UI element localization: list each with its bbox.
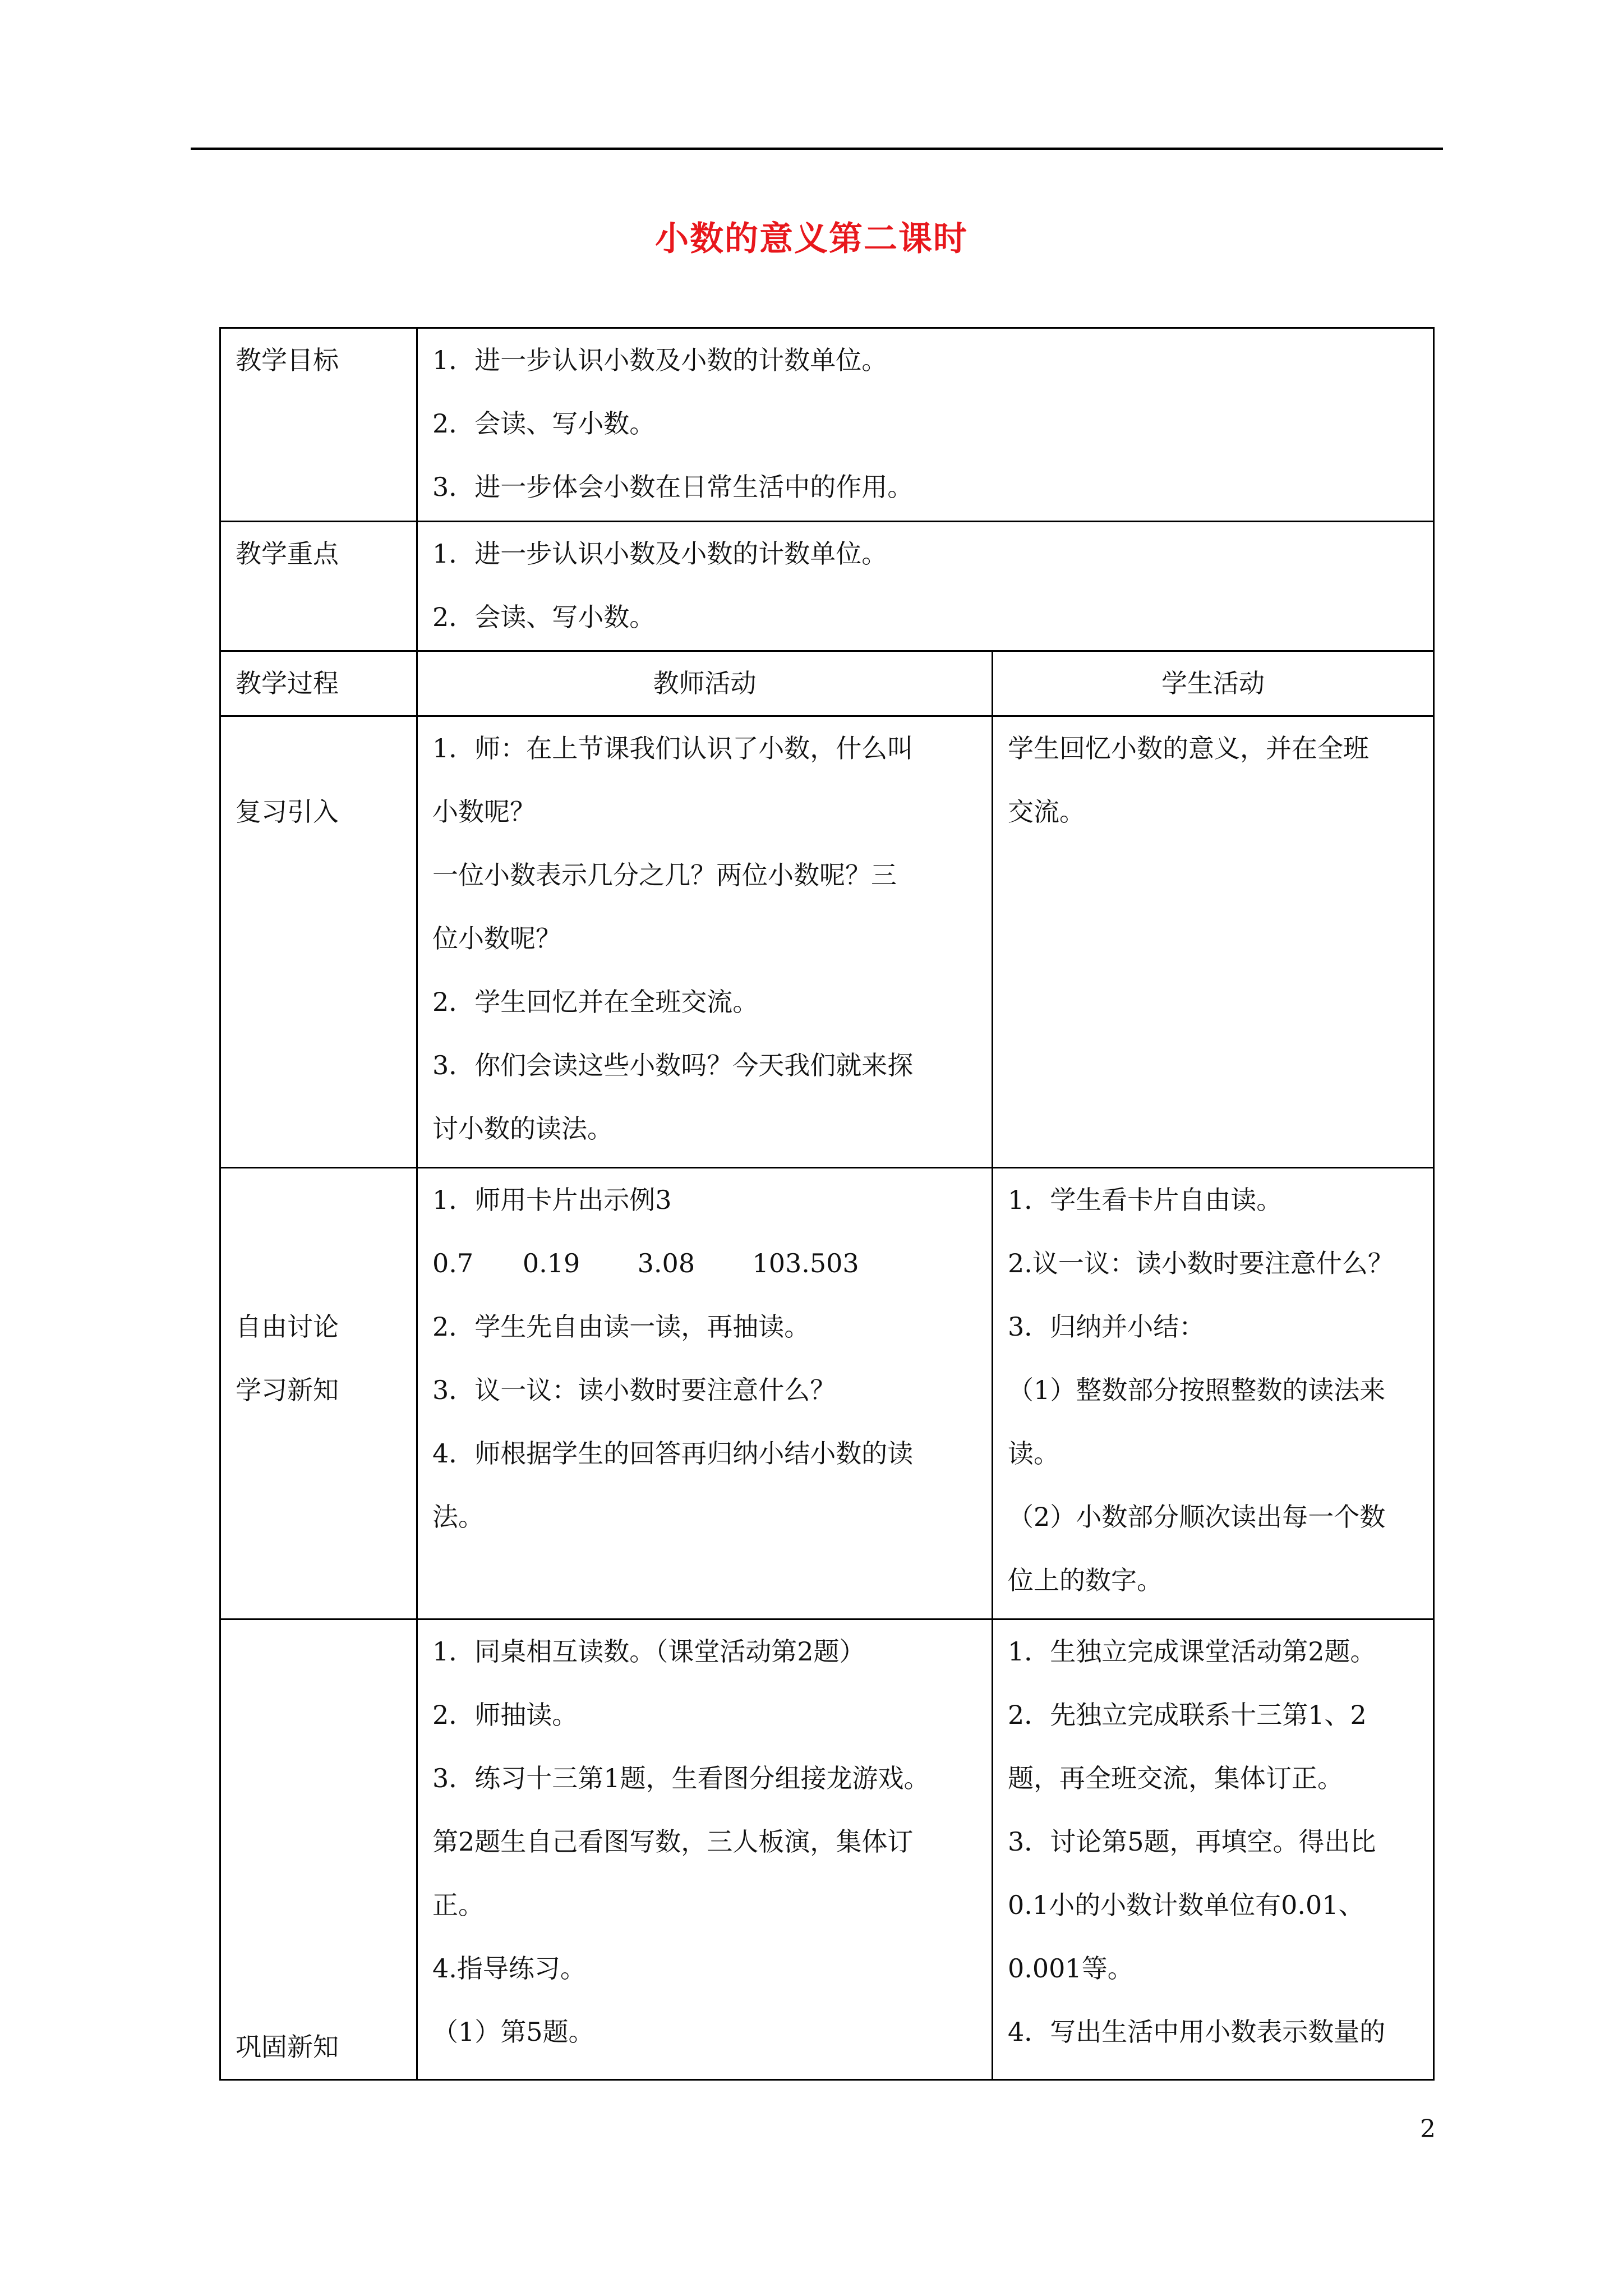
- teacher-activity-header: 教师活动: [417, 651, 993, 716]
- discussion-student: 1．学生看卡片自由读。 2.议一议：读小数时要注意什么？ 3．归纳并小结： （1）整数部分按照整数的读法来 读。 （2）小数部分顺次读出每一个数 位上的数字。: [993, 1168, 1434, 1619]
- goal-line: 1．进一步认识小数及小数的计数单位。: [432, 345, 888, 375]
- row-focus: [220, 522, 1434, 651]
- label-goals: 教学目标: [220, 328, 417, 522]
- row-process-header: [220, 651, 1434, 716]
- focus-line: 1．进一步认识小数及小数的计数单位。: [432, 539, 888, 569]
- goal-line: 2．会读、写小数。: [432, 408, 656, 439]
- label-consolidate: 巩固新知: [220, 1619, 417, 2080]
- label-focus: 教学重点: [220, 522, 417, 651]
- row-review: [220, 716, 1434, 1168]
- focus-line: 2．会读、写小数。: [432, 602, 656, 632]
- label-discussion: 自由讨论 学习新知: [220, 1168, 417, 1619]
- document-title: 小数的意义第二课时: [655, 219, 968, 259]
- consolidate-student: 1．生独立完成课堂活动第2题。 2．先独立完成联系十三第1、2 题，再全班交流，集体订正。 3．讨论第5题，再填空。得出比 0.1小的小数计数单位有0.01、 0.001等。 4．写出生活中用小数表示数量的: [993, 1619, 1434, 2080]
- row-goals: [220, 328, 1434, 522]
- focus-content: [417, 522, 1434, 651]
- row-consolidate: [220, 1619, 1434, 2080]
- goal-line: 3．进一步体会小数在日常生活中的作用。: [432, 472, 914, 502]
- page-number: 2: [1420, 2115, 1436, 2143]
- lesson-plan-table: [219, 327, 1435, 2081]
- discussion-teacher: 1．师用卡片出示例3 0.7 0.19 3.08 103.503 2．学生先自由读一读，再抽读。 3．议一议：读小数时要注意什么？ 4．师根据学生的回答再归纳小结小数的读 法。: [417, 1168, 993, 1619]
- review-teacher: 1．师：在上节课我们认识了小数，什么叫 小数呢？ 一位小数表示几分之几？两位小数呢？三 位小数呢？ 2．学生回忆并在全班交流。 3．你们会读这些小数吗？今天我们就来探 讨小数的读法。: [417, 716, 993, 1168]
- header-rule: [191, 148, 1443, 150]
- label-review: 复习引入: [220, 716, 417, 1168]
- goals-content: [417, 328, 1434, 522]
- review-student: 学生回忆小数的意义，并在全班 交流。: [993, 716, 1434, 1168]
- student-activity-header: 学生活动: [993, 651, 1434, 716]
- row-discussion: [220, 1168, 1434, 1619]
- consolidate-teacher: 1．同桌相互读数。（课堂活动第2题） 2．师抽读。 3．练习十三第1题，生看图分组接龙游戏。 第2题生自己看图写数，三人板演，集体订 正。 4.指导练习。 （1）第5题。: [417, 1619, 993, 2080]
- label-process: 教学过程: [220, 651, 417, 716]
